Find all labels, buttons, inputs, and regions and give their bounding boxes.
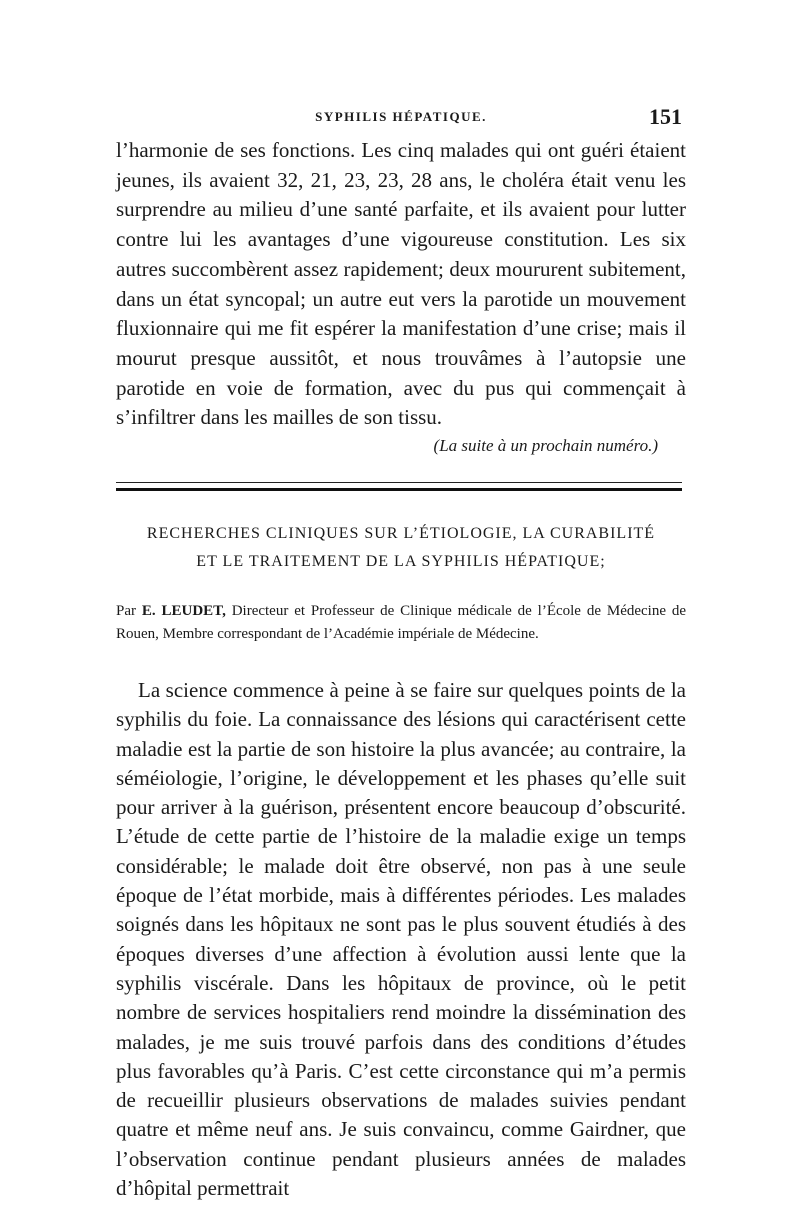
running-head (116, 104, 686, 130)
author-name: E. LEUDET, (141, 603, 226, 619)
article-title-line-2: ET LE TRAITEMENT DE LA SYPHILIS HÉPATIQUE; (196, 553, 606, 570)
section-divider-thick (116, 488, 682, 491)
running-title: SYPHILIS HÉPATIQUE. (315, 109, 487, 124)
section-divider-thin (116, 482, 682, 483)
byline-par: Par (116, 603, 136, 619)
byline (116, 600, 686, 646)
article-title-line-1: RECHERCHES CLINIQUES SUR L’ÉTIOLOGIE, LA CURABILITÉ (146, 525, 656, 542)
continued-note: (La suite à un prochain numéro.) (433, 436, 658, 455)
previous-article-paragraph: l’harmonie de ses fonctions. Les cinq malades qui ont guéri étaient jeunes, ils avaient 32, 21, 23, 23, 28 ans, le choléra était venu les surprendre au milieu d’une santé parfaite, et ils avaient pour lutter contre lui les avantages d’une vigoureuse constitution. Les six autres succombèrent assez rapidement; deux moururent subitement, dans un état syncopal; un autre eut vers la parotide un mouvement fluxionnaire qui me fit espérer la manifestation d’une crise; mais il mourut presque aussitôt, et nous trouvâmes à l’autopsie une parotide en voie de formation, avec du pus qui commençait à s’infiltrer dans les mailles de son tissu. (116, 138, 686, 430)
page-number: 151 (649, 104, 682, 129)
author-credentials: Directeur et Professeur de Clinique médicale de l’École de Médecine de Rouen, Membre correspondant de l’Académie impériale de Médecine. (116, 603, 687, 642)
article-body-paragraph: La science commence à peine à se faire sur quelques points de la syphilis du foie. La connaissance des lésions qui caractérisent cette maladie est la partie de son histoire la plus avancée; au contraire, la séméiologie, l’origine, le développement et les phases qu’elle suit pour arriver à la guérison, présentent encore beaucoup d’obscurité. L’étude de cette partie de l’histoire de la maladie exige un temps considérable; le malade doit être observé, non pas à une seule époque de l’état morbide, mais à différentes périodes. Les malades soignés dans les hôpitaux ne sont pas le plus souvent étudiés à des époques diverses d’une affection à évolution aussi lente que la syphilis viscérale. Dans les hôpitaux de province, où le petit nombre de services hospitaliers rend moindre la dissémination des malades, je me suis trouvé parfois dans des conditions d’études plus favorables qu’à Paris. C’est cette circonstance qui m’a permis de recueillir plusieurs observations de malades suivies pendant quatre et même neuf ans. Je suis convaincu, comme Gairdner, que l’observation continue pendant plusieurs années de malades d’hôpital permettrait (116, 678, 686, 1201)
article-title (116, 520, 686, 576)
